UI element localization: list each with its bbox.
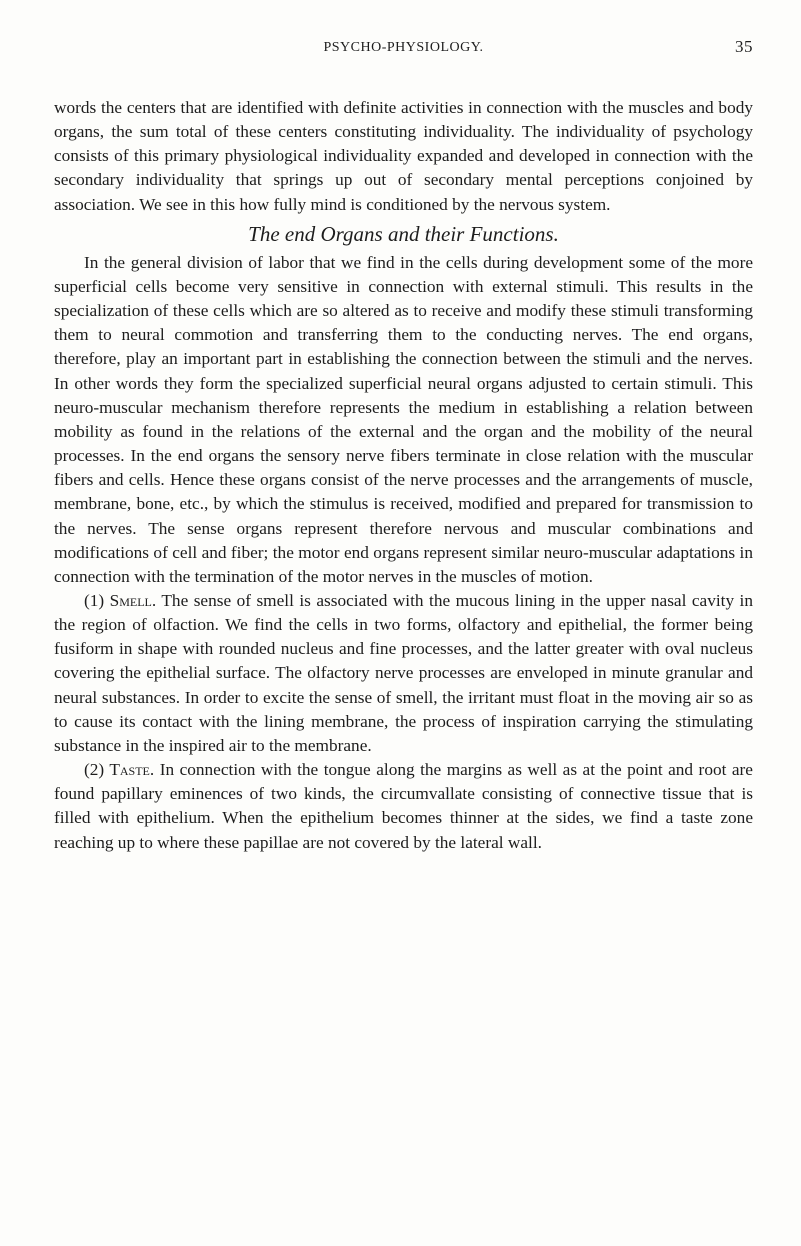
page-number: 35 — [735, 37, 753, 56]
paragraph-end-organs: In the general division of labor that we find in the cells during development some of the more superficial cells become very sensitive in connection with external stimuli. This results in the specialization of these cells which are so altered as to receive and modify these stimuli transforming them to neural commotion and transferring them to the conducting nerves. The end organs, therefore, play an important part in establishing the connection between the stimuli and the nerves. In other words they form the specialized superficial neural organs adjusted to certain stimuli. This neuro-muscular mechanism therefore represents the medium in establishing a relation between mobility as found in the relations of the external and the organ and the mobility of the neural processes. In the end organs the sensory nerve fibers terminate in close relation with the muscular fibers and cells. Hence these organs consist of the nerve processes and the arrangements of muscle, membrane, bone, etc., by which the stimulus is received, modified and prepared for transmission to the nerves. The sense organs represent therefore nervous and muscular combinations and modifications of cell and fiber; the motor end organs represent similar neuro-muscular adaptations in connection with the termination of the motor nerves in the muscles of motion. — [54, 252, 753, 586]
smell-subheading: (1) Smell. — [84, 590, 157, 610]
taste-subheading: (2) Taste. — [84, 760, 155, 780]
paragraph-continued: words the centers that are identified with definite activities in connection with the muscles and body organs, the sum total of these centers constituting individuality. The individuality of psychology consists of this primary physiological individuality expanded and developed in connection with the secondary individuality that springs up out of secondary mental perceptions conjoined by association. We see in this how fully mind is conditioned by the nervous system. — [54, 98, 753, 214]
running-head — [54, 37, 753, 62]
smell-text: The sense of smell is associated with the mucous lining in the upper nasal cavity in the region of olfaction. We find the cells in two forms, olfactory and epithelial, the former being fusiform in shape with rounded nucleus and fine processes, and the latter greater with oval nucleus covering the epithelial surface. The olfactory nerve processes are enveloped in minute granular and neural substances. In order to excite the sense of smell, the irritant must float in the moving air so as to cause its contact with the lining membrane, the process of inspiration carrying the stimulating substance in the inspired air to the membrane. — [54, 590, 754, 755]
taste-text: In connection with the tongue along the margins as well as at the point and root are found papillary eminences of two kinds, the circumvallate consisting of connective tissue that is filled with epithelium. When the epithelium becomes thinner at the sides, we find a taste zone reaching up to where these papillae are not covered by the lateral wall. — [54, 760, 753, 852]
running-title: PSYCHO-PHYSIOLOGY. — [323, 40, 484, 55]
paragraph-smell — [54, 589, 753, 758]
paragraph-taste — [54, 758, 753, 855]
section-heading: The end Organs and their Functions. — [248, 221, 559, 246]
body-text — [54, 96, 753, 855]
